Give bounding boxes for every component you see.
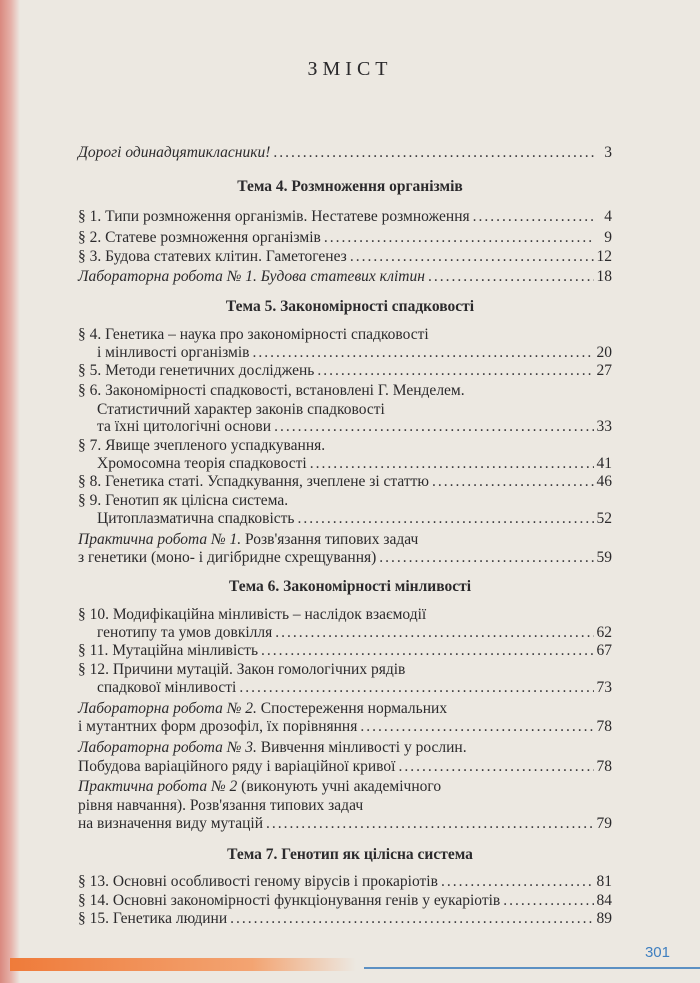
page-number: 301 [644, 944, 670, 961]
toc-entry[interactable] [97, 677, 612, 699]
toc-entry[interactable] [78, 360, 612, 382]
toc-entry[interactable] [78, 206, 612, 228]
toc-page-number: 73 [596, 679, 612, 696]
toc-entry[interactable] [78, 908, 612, 930]
topic-heading: Тема 4. Розмноження організмів [237, 178, 463, 195]
leader-dots [473, 206, 595, 228]
toc-entry-label: генотипу та умов довкілля [97, 624, 273, 641]
footer-orange-bar [10, 958, 356, 971]
toc-entry-label: § 6. Закономірності спадковості, встановлені Г. Менделем. [78, 382, 465, 399]
toc-page-number: 79 [596, 815, 612, 832]
book-spine-shadow [0, 0, 20, 983]
toc-page-number: 3 [604, 144, 612, 161]
leader-dots [273, 142, 595, 164]
toc-entry[interactable] [78, 547, 612, 569]
toc-entry-label: § 12. Причини мутацій. Закон гомологічних рядів [78, 661, 406, 678]
toc-entry-label: і мутантних форм дрозофіл, їх порівняння [78, 718, 358, 735]
toc-entry-label: рівня навчання). Розв'язання типових задач [78, 797, 364, 814]
toc-page-number: 41 [596, 455, 612, 472]
toc-entry-label: Побудова варіаційного ряду і варіаційної кривої [78, 758, 396, 775]
toc-entry-label: Спостереження нормальних [256, 700, 448, 717]
page-title: ЗМІСТ [307, 58, 393, 80]
leader-dots [428, 266, 594, 288]
toc-entry-label: § 8. Генетика статі. Успадкування, зчеплене зі статтю [78, 473, 430, 490]
toc-entry-label: і мінливості організмів [97, 344, 250, 361]
toc-page-number: 27 [596, 362, 612, 379]
toc-entry-label: та їхні цитологічні основи [97, 418, 272, 435]
toc-entry-label-italic: Практична робота № 2 [78, 778, 238, 795]
toc-entry-label: § 10. Модифікаційна мінливість – наслідок взаємодії [78, 606, 427, 623]
leader-dots [266, 813, 593, 835]
toc-entry-label: на визначення виду мутацій [78, 815, 264, 832]
toc-entry-label: § 1. Типи розмноження організмів. Нестатеве розмноження [78, 208, 470, 225]
toc-entry-label: Вивчення мінливості у рослин. [256, 739, 467, 756]
toc-page-number: 84 [596, 892, 612, 909]
toc-page-number: 78 [596, 718, 612, 735]
toc-entry-label: Розв'язання типових задач [241, 531, 419, 548]
toc-page-number: 67 [596, 642, 612, 659]
toc-page-number: 81 [596, 873, 612, 890]
toc-page-number: 4 [604, 208, 612, 225]
toc-page-number: 33 [596, 418, 612, 435]
toc-entry-label: Хромосомна теорія спадковості [97, 455, 307, 472]
toc-page-number: 20 [596, 344, 612, 361]
toc-entry-label: (виконують учні академічного [237, 778, 442, 795]
toc-entry-label: § 11. Мутаційна мінливість [78, 642, 259, 659]
toc-entry-label: Статистичний характер законів спадковості [97, 401, 385, 418]
toc-entry[interactable] [78, 813, 612, 835]
leader-dots [230, 908, 593, 930]
toc-page-number: 89 [596, 910, 612, 927]
toc-entry-label-italic: Лабораторна робота № 2. [78, 700, 257, 717]
toc-entry-label: § 15. Генетика людини [78, 910, 228, 927]
toc-entry-intro[interactable] [78, 142, 612, 164]
leader-dots [398, 756, 593, 778]
leader-dots [379, 547, 593, 569]
toc-entry[interactable] [78, 246, 612, 268]
toc-entry-label: Дорогі одинадцятикласники! [78, 144, 271, 161]
toc-entry-label: § 14. Основні закономірності функціонування генів у еукаріотів [78, 892, 501, 909]
toc-entry-label: § 9. Генотип як цілісна система. [78, 492, 289, 509]
topic-heading: Тема 6. Закономірності мінливості [228, 578, 472, 595]
toc-entry-label: § 7. Явище зчепленого успадкування. [78, 437, 326, 454]
toc-entry-label: § 2. Статеве розмноження організмів [78, 229, 321, 246]
leader-dots [317, 360, 593, 382]
topic-heading: Тема 5. Закономірності спадковості [225, 298, 475, 315]
toc-entry[interactable] [97, 508, 612, 530]
toc-entry-label: § 13. Основні особливості геному вірусів і прокаріотів [78, 873, 438, 890]
toc-entry-label: § 5. Методи генетичних досліджень [78, 362, 315, 379]
toc-entry[interactable] [78, 756, 612, 778]
toc-entry-label: § 3. Будова статевих клітин. Гаметогенез [78, 248, 347, 265]
toc-page-number: 62 [596, 624, 612, 641]
toc-entry-label: § 4. Генетика – наука про закономірності спадковості [78, 326, 429, 343]
toc-entry-label: Лабораторна робота № 1. Будова статевих клітин [78, 268, 425, 285]
page-footer [0, 953, 700, 983]
toc-entry[interactable] [78, 716, 612, 738]
footer-blue-rule [364, 967, 700, 969]
toc-entry-label: з генетики (моно- і дигібридне схрещування) [78, 549, 377, 566]
toc-page-number: 59 [596, 549, 612, 566]
leader-dots [350, 246, 594, 268]
leader-dots [360, 716, 593, 738]
toc-entry-label: спадкової мінливості [97, 679, 237, 696]
toc-entry-label-italic: Лабораторна робота № 3. [78, 739, 257, 756]
toc-page-number: 78 [596, 758, 612, 775]
toc-page-number: 52 [596, 510, 612, 527]
toc-page-number: 46 [596, 473, 612, 490]
toc-entry-label-italic: Практична робота № 1. [78, 531, 242, 548]
toc-entry[interactable] [78, 266, 612, 288]
leader-dots [239, 677, 593, 699]
topic-heading: Тема 7. Генотип як цілісна система [227, 846, 473, 863]
toc-entry-label: Цитоплазматична спадковість [97, 510, 295, 527]
toc-page-number: 9 [604, 229, 612, 246]
toc-page-number: 18 [596, 268, 612, 285]
leader-dots [298, 508, 594, 530]
toc-page-number: 12 [596, 248, 612, 265]
